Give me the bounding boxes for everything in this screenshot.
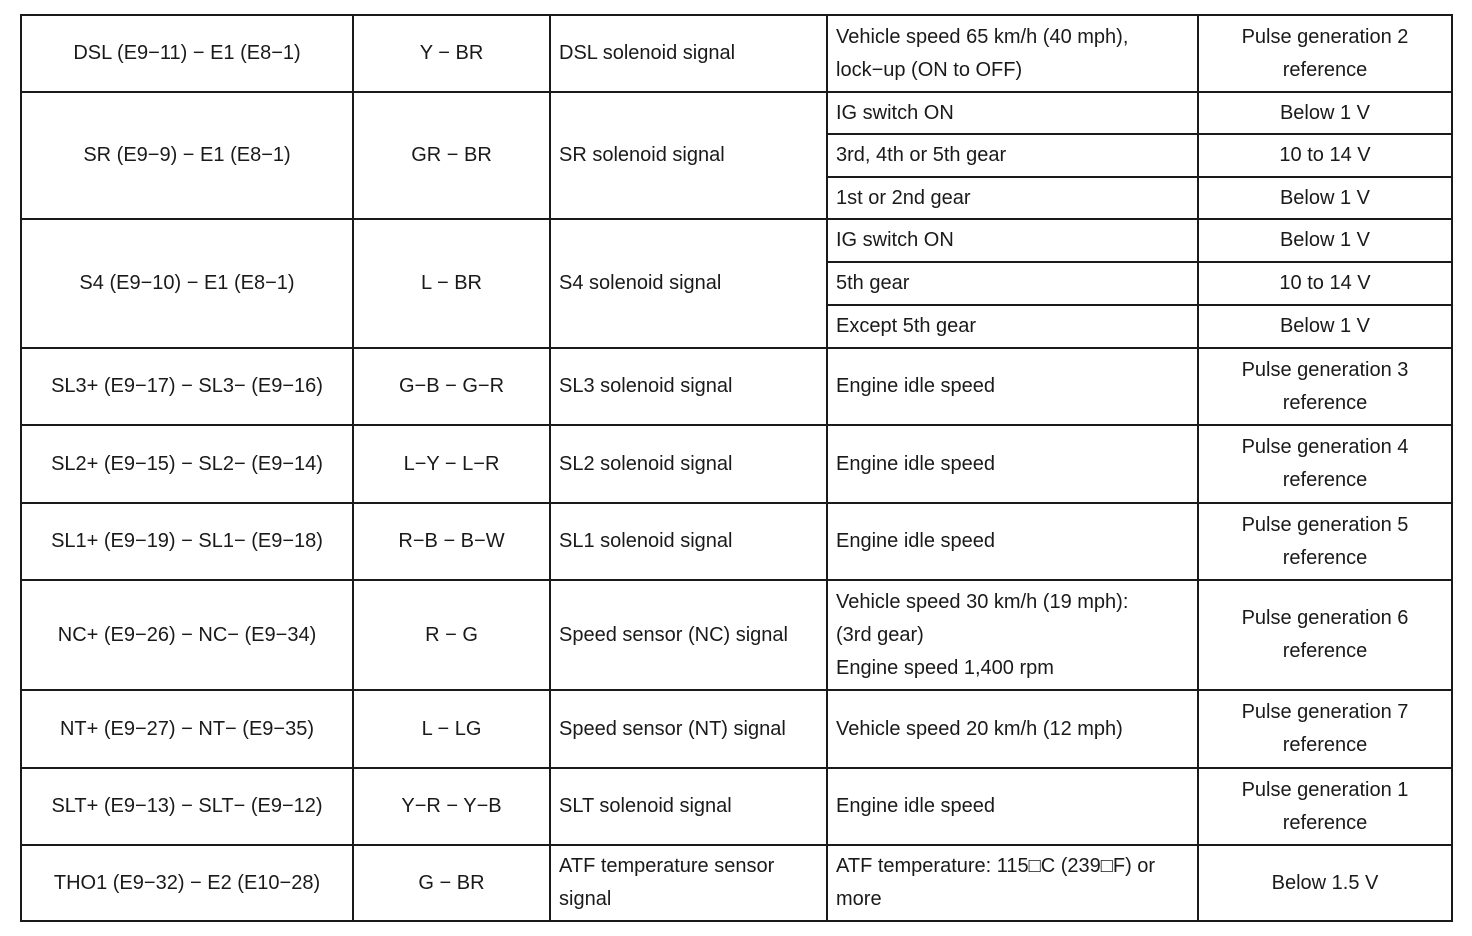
specified-condition-cell bbox=[1198, 348, 1452, 425]
wiring-color-label: R − G bbox=[425, 623, 478, 646]
cell-text-line: Pulse generation 7 bbox=[1241, 701, 1409, 723]
condition-cell bbox=[827, 305, 1198, 348]
wiring-color-cell bbox=[353, 92, 550, 219]
cell-text-line: DSL solenoid signal bbox=[559, 42, 736, 64]
specified-condition-cell bbox=[1198, 845, 1452, 921]
specified-condition-cell bbox=[1198, 219, 1452, 262]
terminal-description-cell bbox=[550, 425, 827, 503]
specified-condition-cell bbox=[1198, 134, 1452, 177]
wiring-color-label: L−Y − L−R bbox=[403, 452, 500, 475]
cell-text-line: IG switch ON bbox=[836, 229, 954, 251]
condition-cell bbox=[827, 503, 1198, 580]
wiring-color-label: L − LG bbox=[421, 717, 482, 740]
wiring-color-cell bbox=[353, 503, 550, 580]
condition-cell bbox=[827, 768, 1198, 845]
table-row bbox=[21, 845, 1452, 921]
terminal-label: SR (E9−9) − E1 (E8−1) bbox=[83, 144, 291, 166]
cell-text-line: Pulse generation 6 bbox=[1241, 607, 1409, 629]
terminal-label: THO1 (E9−32) − E2 (E10−28) bbox=[53, 871, 321, 894]
specified-condition-cell bbox=[1198, 305, 1452, 348]
cell-text-line: reference bbox=[1282, 469, 1368, 491]
terminal-cell bbox=[21, 425, 353, 503]
wiring-color-cell bbox=[353, 845, 550, 921]
terminal-cell bbox=[21, 690, 353, 768]
specified-condition-cell bbox=[1198, 768, 1452, 845]
cell-text-line: SL3 solenoid signal bbox=[559, 375, 733, 397]
terminal-cell bbox=[21, 580, 353, 690]
cell-text-line: 10 to 14 V bbox=[1279, 272, 1371, 294]
table-row bbox=[21, 92, 1452, 134]
cell-text-line: S4 solenoid signal bbox=[559, 272, 722, 294]
terminal-label: SL3+ (E9−17) − SL3− (E9−16) bbox=[51, 375, 323, 397]
wiring-color-cell bbox=[353, 219, 550, 348]
wiring-color-cell bbox=[353, 768, 550, 845]
cell-text-line: Engine idle speed bbox=[836, 530, 996, 552]
wiring-color-label: Y − BR bbox=[419, 42, 484, 64]
terminal-description-cell bbox=[550, 503, 827, 580]
condition-cell bbox=[827, 580, 1198, 690]
terminal-description-cell bbox=[550, 92, 827, 219]
wiring-color-cell bbox=[353, 425, 550, 503]
cell-text-line: Below 1 V bbox=[1279, 101, 1371, 124]
cell-text-line: ATF temperature sensor bbox=[559, 855, 775, 877]
specified-condition-cell bbox=[1198, 580, 1452, 690]
specified-condition-cell bbox=[1198, 15, 1452, 92]
wiring-color-cell bbox=[353, 348, 550, 425]
specified-condition-cell bbox=[1198, 503, 1452, 580]
cell-text-line: Speed sensor (NT) signal bbox=[559, 717, 786, 740]
cell-text-line: reference bbox=[1282, 58, 1368, 81]
cell-text-line: 1st or 2nd gear bbox=[836, 186, 971, 209]
terminal-cell bbox=[21, 15, 353, 92]
cell-text-line: IG switch ON bbox=[836, 101, 954, 124]
cell-text-line: 5th gear bbox=[836, 272, 910, 294]
table-body bbox=[21, 15, 1452, 921]
cell-text-line: 10 to 14 V bbox=[1279, 144, 1371, 166]
condition-cell bbox=[827, 219, 1198, 262]
table-row bbox=[21, 768, 1452, 845]
terminal-description-cell bbox=[550, 15, 827, 92]
condition-cell bbox=[827, 348, 1198, 425]
cell-text-line: lock−up (ON to OFF) bbox=[836, 58, 1023, 81]
cell-text-line: signal bbox=[559, 888, 612, 910]
condition-cell bbox=[827, 92, 1198, 134]
cell-text-line: Pulse generation 3 bbox=[1241, 358, 1409, 381]
specified-condition-cell bbox=[1198, 92, 1452, 134]
wiring-color-label: G−B − G−R bbox=[398, 375, 505, 397]
terminal-label: SLT+ (E9−13) − SLT− (E9−12) bbox=[51, 795, 323, 817]
cell-text-line: more bbox=[836, 888, 882, 910]
specified-condition-cell bbox=[1198, 177, 1452, 219]
table-row bbox=[21, 15, 1452, 92]
condition-cell bbox=[827, 177, 1198, 219]
cell-text-line: SL2 solenoid signal bbox=[559, 452, 733, 475]
table-row bbox=[21, 425, 1452, 503]
specified-condition-cell bbox=[1198, 262, 1452, 305]
table-row bbox=[21, 348, 1452, 425]
terminal-cell bbox=[21, 845, 353, 921]
terminal-label: NT+ (E9−27) − NT− (E9−35) bbox=[59, 717, 314, 740]
terminal-label: NC+ (E9−26) − NC− (E9−34) bbox=[57, 623, 317, 646]
cell-text-line: Except 5th gear bbox=[836, 315, 977, 337]
cell-text-line: Pulse generation 5 bbox=[1241, 513, 1409, 536]
terminal-cell bbox=[21, 92, 353, 219]
wiring-color-label: Y−R − Y−B bbox=[401, 795, 502, 817]
cell-text-line: Below 1 V bbox=[1279, 229, 1371, 251]
cell-text-line: reference bbox=[1282, 391, 1368, 414]
cell-text-line: Speed sensor (NC) signal bbox=[559, 623, 788, 646]
terminal-description-cell bbox=[550, 845, 827, 921]
wiring-color-label: L − BR bbox=[421, 272, 482, 294]
cell-text-line: Pulse generation 1 bbox=[1241, 778, 1409, 801]
wiring-color-cell bbox=[353, 15, 550, 92]
table-row bbox=[21, 580, 1452, 690]
terminal-label: S4 (E9−10) − E1 (E8−1) bbox=[79, 272, 295, 294]
terminal-spec-table bbox=[20, 14, 1453, 922]
cell-text-line: (3rd gear) bbox=[836, 623, 924, 646]
cell-text-line: SLT solenoid signal bbox=[559, 795, 732, 817]
cell-text-line: ATF temperature: 115□C (239□F) or bbox=[836, 855, 1156, 877]
table-row bbox=[21, 503, 1452, 580]
terminal-description-cell bbox=[550, 768, 827, 845]
terminal-label: DSL (E9−11) − E1 (E8−1) bbox=[73, 42, 301, 64]
condition-cell bbox=[827, 134, 1198, 177]
cell-text-line: Engine idle speed bbox=[836, 375, 996, 397]
wiring-color-label: G − BR bbox=[418, 871, 485, 894]
cell-text-line: reference bbox=[1282, 640, 1368, 662]
wiring-color-cell bbox=[353, 580, 550, 690]
table-row bbox=[21, 219, 1452, 262]
cell-text-line: Vehicle speed 20 km/h (12 mph) bbox=[836, 717, 1123, 740]
terminal-cell bbox=[21, 503, 353, 580]
cell-text-line: SR solenoid signal bbox=[559, 144, 725, 166]
terminal-description-cell bbox=[550, 580, 827, 690]
cell-text-line: Below 1 V bbox=[1279, 186, 1371, 209]
cell-text-line: reference bbox=[1282, 734, 1368, 756]
cell-text-line: SL1 solenoid signal bbox=[559, 530, 733, 552]
condition-cell bbox=[827, 425, 1198, 503]
condition-cell bbox=[827, 15, 1198, 92]
terminal-label: SL1+ (E9−19) − SL1− (E9−18) bbox=[51, 530, 323, 552]
cell-text-line: Engine idle speed bbox=[836, 452, 996, 475]
specified-condition-cell bbox=[1198, 690, 1452, 768]
condition-cell bbox=[827, 262, 1198, 305]
terminal-description-cell bbox=[550, 219, 827, 348]
wiring-color-cell bbox=[353, 690, 550, 768]
cell-text-line: Engine idle speed bbox=[836, 795, 996, 817]
cell-text-line: reference bbox=[1282, 546, 1368, 569]
terminal-label: SL2+ (E9−15) − SL2− (E9−14) bbox=[51, 452, 323, 475]
terminal-cell bbox=[21, 348, 353, 425]
cell-text-line: Engine speed 1,400 rpm bbox=[836, 656, 1054, 679]
cell-text-line: Vehicle speed 30 km/h (19 mph): bbox=[836, 590, 1129, 613]
wiring-color-label: R−B − B−W bbox=[398, 530, 505, 552]
table-row bbox=[21, 690, 1452, 768]
terminal-description-cell bbox=[550, 348, 827, 425]
cell-text-line: 3rd, 4th or 5th gear bbox=[836, 144, 1007, 166]
condition-cell bbox=[827, 845, 1198, 921]
cell-text-line: reference bbox=[1282, 811, 1368, 834]
cell-text-line: Below 1.5 V bbox=[1271, 871, 1379, 894]
wiring-color-label: GR − BR bbox=[411, 144, 492, 166]
terminal-description-cell bbox=[550, 690, 827, 768]
cell-text-line: Pulse generation 2 bbox=[1241, 25, 1409, 48]
cell-text-line: Below 1 V bbox=[1279, 315, 1371, 337]
condition-cell bbox=[827, 690, 1198, 768]
cell-text-line: Pulse generation 4 bbox=[1241, 436, 1409, 458]
terminal-cell bbox=[21, 219, 353, 348]
terminal-cell bbox=[21, 768, 353, 845]
specified-condition-cell bbox=[1198, 425, 1452, 503]
cell-text-line: Vehicle speed 65 km/h (40 mph), bbox=[836, 25, 1129, 48]
